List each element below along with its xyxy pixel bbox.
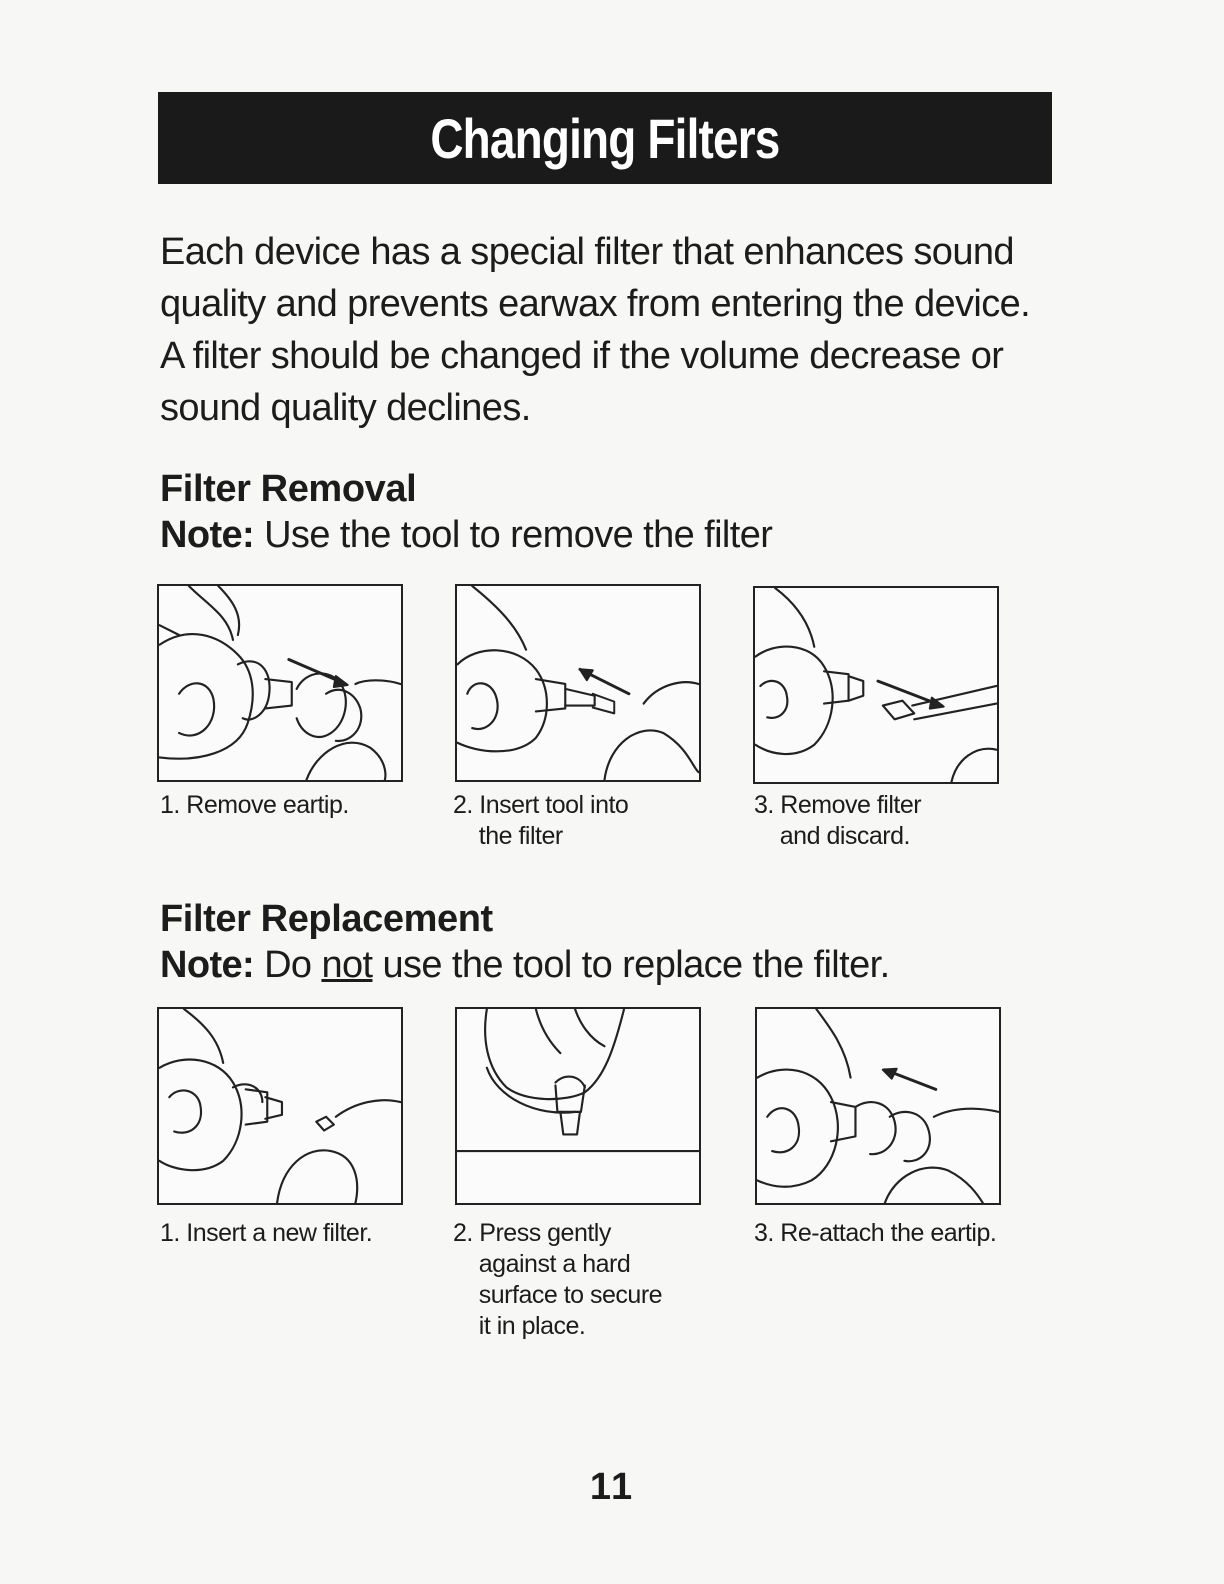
replacement-note-emphasis: not	[321, 944, 373, 986]
title-banner	[158, 92, 1052, 184]
removal-heading: Filter Removal	[160, 468, 417, 510]
replacement-note-label: Note:	[160, 944, 255, 986]
removal-note	[160, 512, 772, 558]
replacement-note-pre: Do	[264, 944, 312, 986]
replacement-step-3-illustration	[755, 1007, 1001, 1205]
replacement-step-1-caption: 1. Insert a new filter.	[160, 1219, 373, 1247]
replacement-heading: Filter Replacement	[160, 898, 493, 940]
removal-step-2-illustration	[455, 584, 701, 782]
replacement-step-2-illustration	[455, 1007, 701, 1205]
replacement-note	[160, 942, 890, 988]
removal-step-1-illustration	[157, 584, 403, 782]
removal-step-2-caption: 2. Insert tool into the filter	[453, 791, 629, 850]
replacement-step-2-caption: 2. Press gently against a hard surface to secure it in place.	[453, 1219, 663, 1340]
page-number: 11	[589, 1466, 635, 1508]
page-title: Changing Filters	[430, 106, 780, 170]
removal-note-label: Note:	[160, 514, 255, 556]
removal-step-3-illustration	[753, 586, 999, 784]
replacement-step-1-illustration	[157, 1007, 403, 1205]
removal-step-3-caption: 3. Remove filter and discard.	[754, 791, 922, 850]
replacement-step-3-caption: 3. Re-attach the eartip.	[754, 1219, 997, 1247]
removal-step-1-caption: 1. Remove eartip.	[160, 791, 349, 819]
intro-paragraph: Each device has a special filter that enhances sound quality and prevents earwax from entering the device. A filter should be changed if the volume decrease or sound quality declines.	[160, 231, 1031, 429]
removal-note-text: Use the tool to remove the filter	[264, 514, 773, 556]
replacement-note-post: use the tool to replace the filter.	[382, 944, 890, 986]
